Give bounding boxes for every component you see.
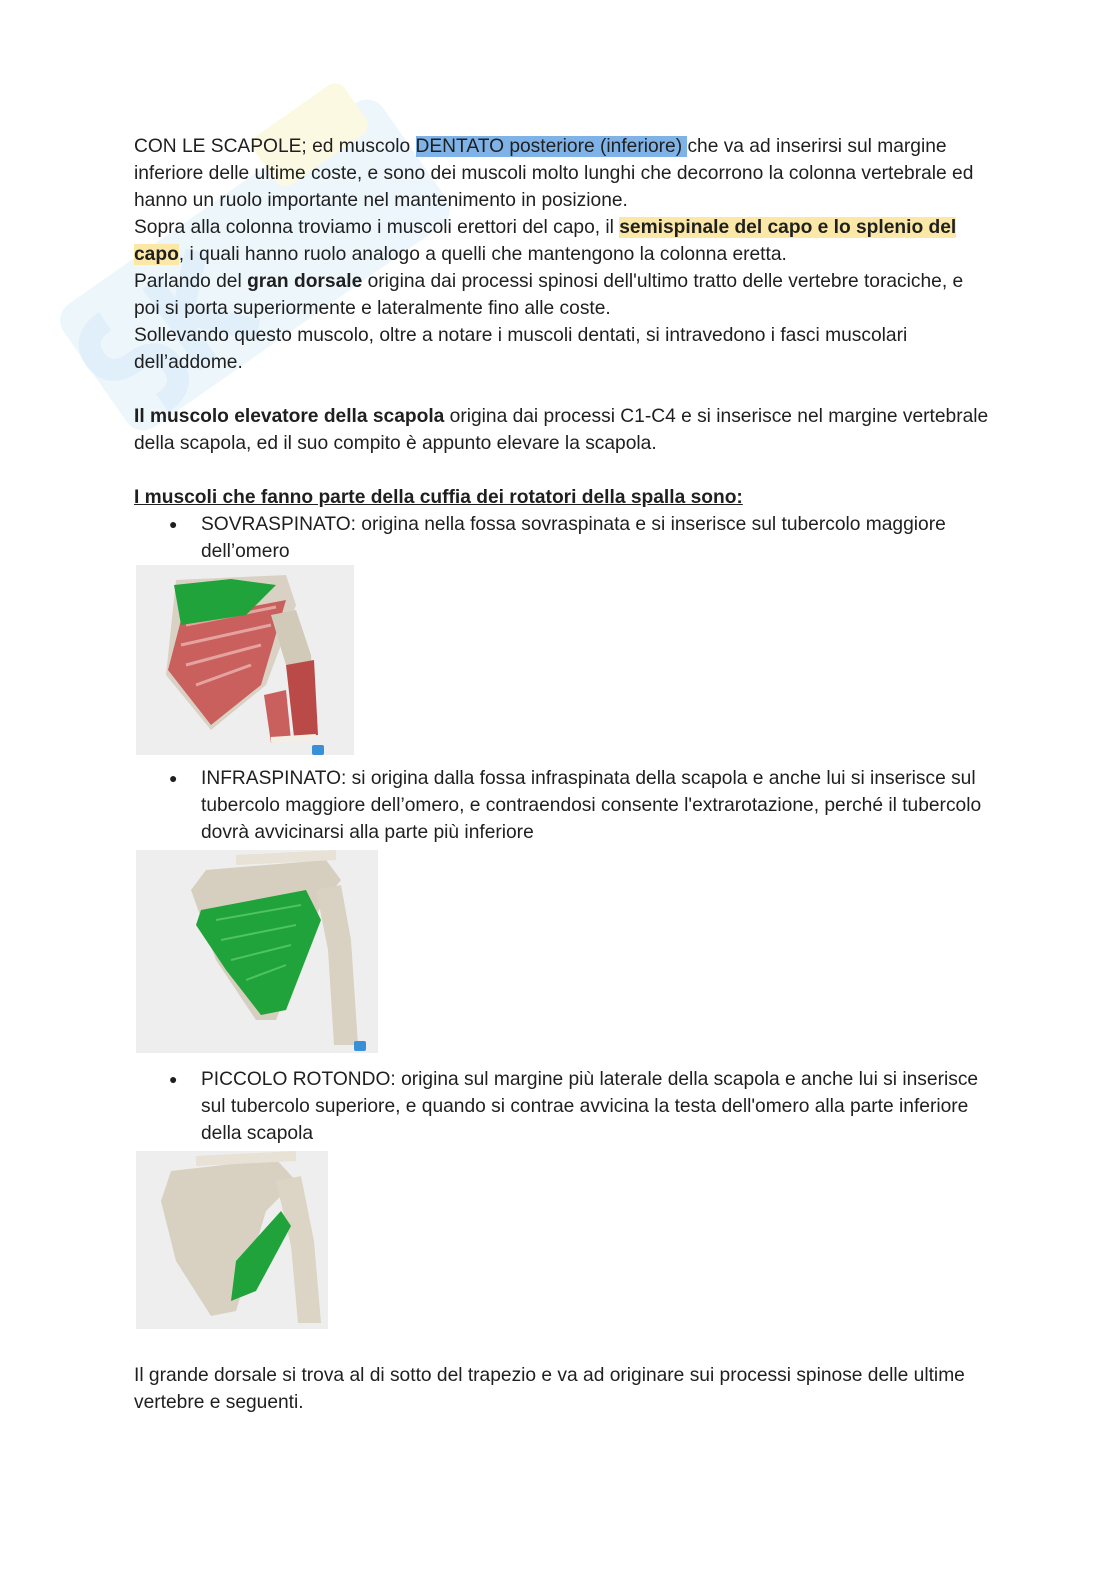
paragraph-erettori: Sopra alla colonna troviamo i muscoli erettori del capo, il semispinale del capo e lo splenio del capo, i quali hanno ruolo analogo a quelli che mantengono la colonna eretta. xyxy=(134,217,957,265)
paragraph-addome: Sollevando questo muscolo, oltre a notare i muscoli dentati, si intravedono i fasci muscolari dell’addome. xyxy=(134,325,908,373)
list-item-infraspinato: ● INFRASPINATO: si origina dalla fossa infraspinata della scapola e anche lui si inserisce sul tubercolo maggiore dell’omero, e contraendosi consente l'extrarotazione, perché il tubercolo dovrà avvicinarsi alla parte più inferiore xyxy=(134,765,994,846)
figure-piccolo-rotondo xyxy=(136,1151,328,1329)
list-item-sovraspinato: ● SOVRASPINATO: origina nella fossa sovraspinata e si inserisce sul tubercolo maggiore dell’omero xyxy=(134,511,994,565)
highlight-dentato: DENTATO posteriore (inferiore) xyxy=(415,136,688,157)
document-page xyxy=(134,133,994,1416)
list-title: I muscoli che fanno parte della cuffia dei rotatori della spalla sono: xyxy=(134,487,743,508)
paragraph-elevatore: Il muscolo elevatore della scapola origina dai processi C1-C4 e si inserisce nel margine vertebrale della scapola, ed il suo compito è appunto elevare la scapola. xyxy=(134,406,989,454)
figure-infraspinato xyxy=(136,850,378,1053)
figure-sovraspinato xyxy=(136,565,354,755)
infraspinatus-icon xyxy=(136,850,378,1053)
paragraph-gran-dorsale: Parlando del gran dorsale origina dai processi spinosi dell'ultimo tratto delle vertebre toraciche, e poi si porta superiormente e lateralmente fino alle coste. xyxy=(134,271,964,319)
rotator-cuff-list xyxy=(134,511,994,565)
image-badge-icon xyxy=(354,1041,366,1051)
supraspinatus-icon xyxy=(136,565,354,755)
paragraph-dentato: CON LE SCAPOLE; ed muscolo DENTATO posteriore (inferiore) che va ad inserirsi sul margine inferiore delle ultime coste, e sono dei muscoli molto lunghi che decorrono la colonna vertebrale ed hanno un ruolo importante nel mantenimento in posizione. xyxy=(134,136,974,211)
teres-minor-icon xyxy=(136,1151,328,1329)
highlight-semispinale: semispinale del capo e lo splenio del capo xyxy=(134,217,957,265)
list-item-piccolo-rotondo: ● PICCOLO ROTONDO: origina sul margine più laterale della scapola e anche lui si inserisce sul tubercolo superiore, e quando si contrae avvicina la testa dell'omero alla parte inferiore della scapola xyxy=(134,1066,994,1147)
image-badge-icon xyxy=(312,745,324,755)
paragraph-closing: Il grande dorsale si trova al di sotto del trapezio e va ad originare sui processi spinose delle ultime vertebre e seguenti. xyxy=(134,1365,965,1413)
